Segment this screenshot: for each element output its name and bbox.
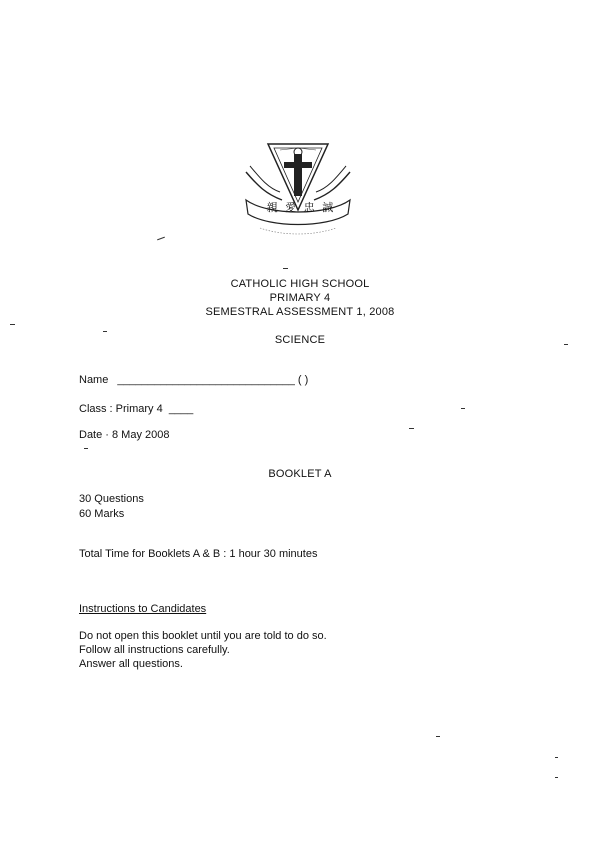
subject-title: SCIENCE: [274, 334, 326, 346]
crest-motto: 親 愛 忠 誠: [266, 201, 336, 214]
scan-speck: [103, 331, 107, 332]
assessment-title: SEMESTRAL ASSESSMENT 1, 2008: [205, 306, 395, 318]
name-index-paren: ( ): [297, 374, 309, 386]
class-blank: ____: [168, 403, 194, 415]
mark-count: 60 Marks: [79, 508, 125, 520]
name-label: Name: [79, 374, 109, 386]
date-row: Date · 8 May 2008: [79, 429, 170, 441]
name-blank: _____________________________: [117, 374, 295, 386]
scan-speck: [555, 757, 558, 758]
school-crest: [238, 138, 358, 238]
scan-speck: [564, 344, 568, 345]
school-name: CATHOLIC HIGH SCHOOL: [230, 278, 370, 290]
scan-speck: [409, 428, 414, 429]
instruction-line: Do not open this booklet until you are told to do so.: [79, 630, 327, 642]
scan-speck: [555, 777, 558, 778]
school-level: PRIMARY 4: [269, 292, 331, 304]
name-row: [79, 374, 308, 386]
booklet-title: BOOKLET A: [268, 468, 332, 480]
question-count: 30 Questions: [79, 493, 144, 505]
scan-speck: [283, 268, 288, 269]
instructions-heading: Instructions to Candidates: [79, 603, 207, 615]
instruction-line: Answer all questions.: [79, 658, 183, 670]
scan-speck: [157, 237, 165, 241]
scan-speck: [436, 736, 440, 737]
scan-speck: [10, 324, 15, 325]
class-row: [79, 403, 193, 415]
scan-speck: [461, 408, 465, 409]
total-time: Total Time for Booklets A & B : 1 hour 30 minutes: [79, 548, 318, 560]
class-label: Class : Primary 4: [79, 403, 163, 415]
scan-speck: [84, 448, 88, 449]
instruction-line: Follow all instructions carefully.: [79, 644, 230, 656]
